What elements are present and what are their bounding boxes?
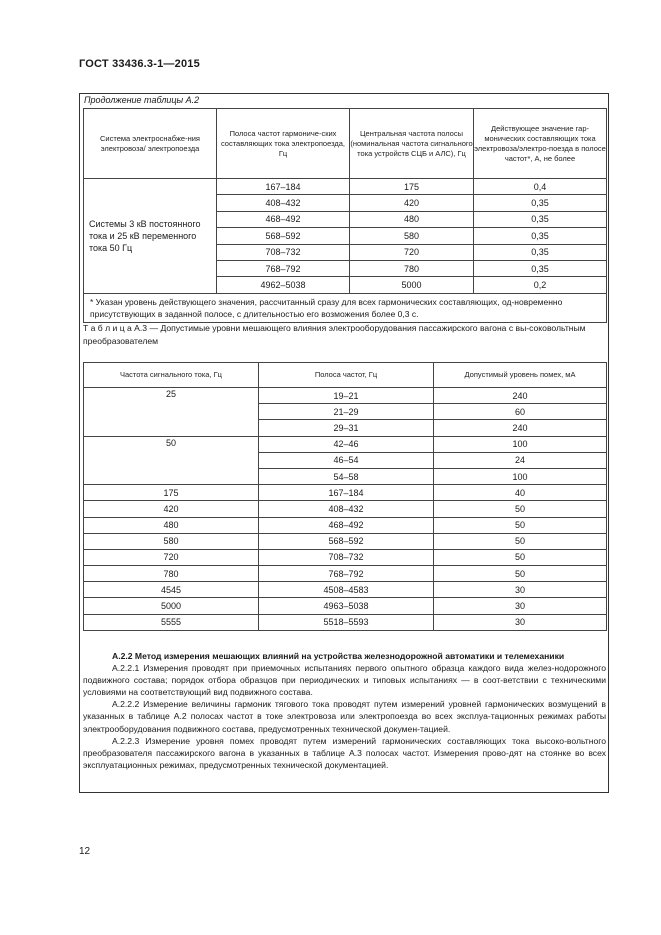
section-a22 <box>83 650 606 771</box>
table-cell: 480 <box>84 517 259 533</box>
table-row <box>84 485 607 501</box>
table-a2-footnote: * Указан уровень действующего значения, рассчитанный сразу для всех гармонических составляющих, од-новременно присутствующих в заданной полосе, с длительностью его возможения более 0,3 с. <box>84 293 607 322</box>
table-cell: 780 <box>84 566 259 582</box>
table-a3-header-band: Полоса частот, Гц <box>259 363 434 388</box>
table-cell: 100 <box>434 436 607 452</box>
table-a3-header-allowed-level: Допустимый уровень помех, мА <box>434 363 607 388</box>
document-code: ГОСТ 33436.3-1—2015 <box>79 58 200 70</box>
table-row <box>84 501 607 517</box>
table-cell: 40 <box>434 485 607 501</box>
page-number: 12 <box>79 846 91 857</box>
table-row <box>84 598 607 614</box>
table-cell: 408–432 <box>259 501 434 517</box>
paragraph: А.2.2.2 Измерение величины гармоник тягового тока проводят путем измерений уровней гармонических возмущений в указанных в таблице А.2 полосах частот в токе электровоза или электропоезда во всех эксплуа-тационных режимах работы электрооборудования подвижного состава, предусмотренных технической докумен-тацией. <box>83 699 606 734</box>
table-cell: 468–492 <box>259 517 434 533</box>
table-a3 <box>83 362 607 631</box>
table-a2-header-center-freq: Центральная частота полосы (номинальная частота сигнального тока устройств СЦБ и АЛС), Гц <box>350 109 474 179</box>
table-cell: 29–31 <box>259 420 434 436</box>
table-cell: 4962–5038 <box>217 277 350 293</box>
table-cell: 30 <box>434 614 607 630</box>
table-cell: 0,2 <box>474 277 607 293</box>
paragraph: А.2.2.1 Измерения проводят при приемочных испытаниях первого опытного образца каждого вида желез-нодорожного подвижного состава; порядок отбора образцов при периодических и типовых испытаниях — в соот-ветствии с техническими условиями на соответствующий вид подвижного состава. <box>83 663 606 698</box>
table-cell: 21–29 <box>259 404 434 420</box>
table-cell: 568–592 <box>217 228 350 244</box>
table-cell: 768–792 <box>217 260 350 276</box>
table-cell: 708–732 <box>217 244 350 260</box>
table-cell: 240 <box>434 388 607 404</box>
table-row <box>84 533 607 549</box>
table-cell: 768–792 <box>259 566 434 582</box>
table-a2 <box>83 108 607 323</box>
table-a2-header-system: Система электроснабже-ния электровоза/ электропоезда <box>84 109 217 179</box>
table-row <box>84 549 607 565</box>
table-cell: 50 <box>84 436 259 485</box>
table-cell: 720 <box>350 244 474 260</box>
table-cell: 420 <box>350 195 474 211</box>
table-cell: 240 <box>434 420 607 436</box>
table-row <box>84 517 607 533</box>
table-cell: 5000 <box>350 277 474 293</box>
paragraph: А.2.2.3 Измерение уровня помех проводят путем измерений гармонических составляющих тока высоко-вольтного преобразователя пассажирского вагона в указанных в таблице А.3 полосах частот. Измерения прово-дят на стоянке во всех эксплуатационных режимах, предусмотренных технической документацией. <box>83 735 606 770</box>
table-cell: 54–58 <box>259 468 434 484</box>
table-a2-header-band: Полоса частот гармониче-ских составляющих тока электропоезда, Гц <box>217 109 350 179</box>
table-cell: 4963–5038 <box>259 598 434 614</box>
table-row <box>84 566 607 582</box>
table-cell: 60 <box>434 404 607 420</box>
table-cell: 580 <box>350 228 474 244</box>
table-cell: 5518–5593 <box>259 614 434 630</box>
table-cell: 100 <box>434 468 607 484</box>
table-cell: 780 <box>350 260 474 276</box>
table-cell: 5000 <box>84 598 259 614</box>
table-cell: 580 <box>84 533 259 549</box>
table-cell: 24 <box>434 452 607 468</box>
table-cell: 720 <box>84 549 259 565</box>
table-row <box>84 388 607 404</box>
table-cell: 50 <box>434 517 607 533</box>
table-cell: 30 <box>434 582 607 598</box>
table-row <box>84 582 607 598</box>
table-cell: 0,35 <box>474 195 607 211</box>
table-cell: 5555 <box>84 614 259 630</box>
table-cell: 4508–4583 <box>259 582 434 598</box>
table-row <box>84 179 607 195</box>
table-a2-continuation-caption: Продолжение таблицы А.2 <box>84 95 200 105</box>
table-cell: 167–184 <box>259 485 434 501</box>
table-a3-header-signal-freq: Частота сигнального тока, Гц <box>84 363 259 388</box>
table-cell: 420 <box>84 501 259 517</box>
table-cell: 46–54 <box>259 452 434 468</box>
table-cell: 19–21 <box>259 388 434 404</box>
table-cell: 708–732 <box>259 549 434 565</box>
table-cell: 50 <box>434 533 607 549</box>
table-cell: 568–592 <box>259 533 434 549</box>
table-cell: 480 <box>350 211 474 227</box>
table-a2-header-rms-value: Действующее значение гар-монических составляющих тока электровоза/электро-поезда в полосе частот*, А, не более <box>474 109 607 179</box>
section-heading: А.2.2 Метод измерения мешающих влияний на устройства железнодорожной автоматики и телемеханики <box>112 651 565 661</box>
table-cell: 175 <box>84 485 259 501</box>
table-cell: 4545 <box>84 582 259 598</box>
table-cell: 408–432 <box>217 195 350 211</box>
table-cell: 50 <box>434 566 607 582</box>
table-cell: 0,35 <box>474 228 607 244</box>
table-cell: 167–184 <box>217 179 350 195</box>
table-a3-caption: Т а б л и ц а А.3 — Допустимые уровни мешающего влияния электрооборудования пассажирского вагона с вы-соковольтным преобразователем <box>83 323 586 346</box>
table-a2-system-cell: Системы 3 кВ постоянного тока и 25 кВ переменного тока 50 Гц <box>84 179 217 294</box>
table-cell: 0,35 <box>474 244 607 260</box>
table-cell: 30 <box>434 598 607 614</box>
table-cell: 0,35 <box>474 211 607 227</box>
table-cell: 50 <box>434 549 607 565</box>
table-row <box>84 614 607 630</box>
table-cell: 25 <box>84 388 259 437</box>
table-cell: 42–46 <box>259 436 434 452</box>
table-cell: 0,4 <box>474 179 607 195</box>
table-cell: 50 <box>434 501 607 517</box>
table-row <box>84 436 607 452</box>
table-cell: 175 <box>350 179 474 195</box>
table-cell: 0,35 <box>474 260 607 276</box>
table-cell: 468–492 <box>217 211 350 227</box>
